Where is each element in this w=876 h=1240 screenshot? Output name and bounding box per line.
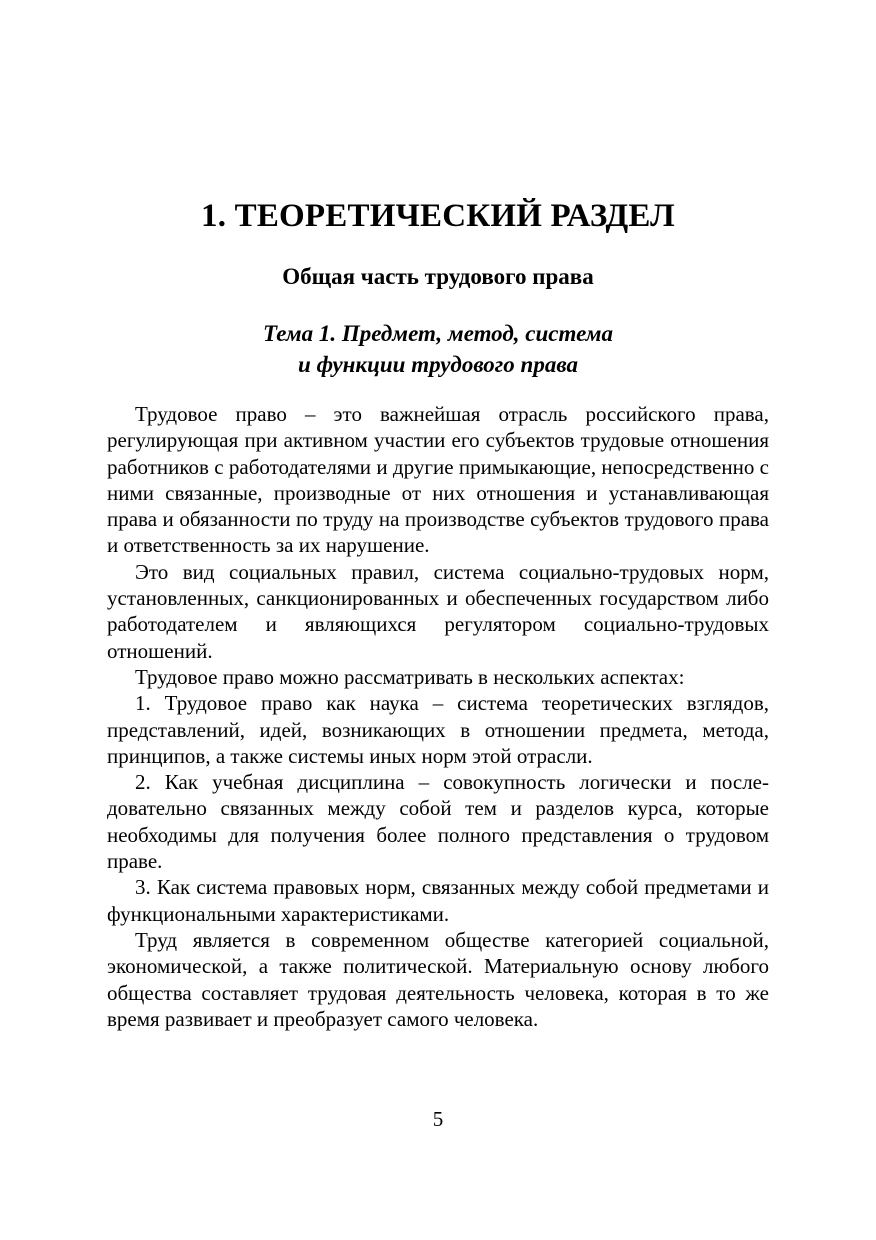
paragraph-aspect-science: 1. Трудовое право как наука – система теоретических взглядов, представлений, идей, возникающих в отношении предмета, метода, принципов, а также системы иных норм этой отрасли. (107, 691, 769, 768)
section-title: Общая часть трудового права (282, 264, 594, 289)
topic-title (0, 318, 876, 380)
topic-title-line-2: и функции трудового права (298, 352, 578, 377)
paragraph-labor-category: Труд является в современном обществе категорией социальной, экономической, а также политической. Материальную основу любого общества составляет трудовая деятельность человека, которая в то же время развивает и преобразует самого человека. (107, 927, 769, 1031)
body-text (107, 401, 769, 1032)
paragraph-definition: Трудовое право – это важнейшая отрасль российского права, регулирующая при активном участии его субъектов трудовые отношения работников с работодателями и другие примыкающие, непосредственно с ними связанные, производные от них отношения и устанавливающая права и обязанности по труду на производстве субъектов трудового права и ответственность за их нарушение. (107, 402, 769, 558)
paragraph-rules-system: Это вид социальных правил, система социально-трудовых норм, установленных, санкционированных и обеспеченных государством либо работодателем и являющихся регулятором социально-трудовых отношений. (107, 559, 769, 663)
chapter-title: 1. ТЕОРЕТИЧЕСКИЙ РАЗДЕЛ (201, 198, 675, 234)
topic-title-line-1: Тема 1. Предмет, метод, система (263, 321, 613, 346)
paragraph-aspects-intro: Трудовое право можно рассматривать в нескольких аспектах: (135, 664, 685, 689)
paragraph-aspect-discipline: 2. Как учебная дисциплина – совокупность логически и последовательно связанных между собой тем и разделов курса, которые необходимы для получения более полного представления о трудовом праве. (107, 770, 769, 874)
paragraph-aspect-norms: 3. Как система правовых норм, связанных между собой предметами и функциональными характеристиками. (107, 875, 769, 926)
page-number: 5 (432, 1107, 444, 1131)
